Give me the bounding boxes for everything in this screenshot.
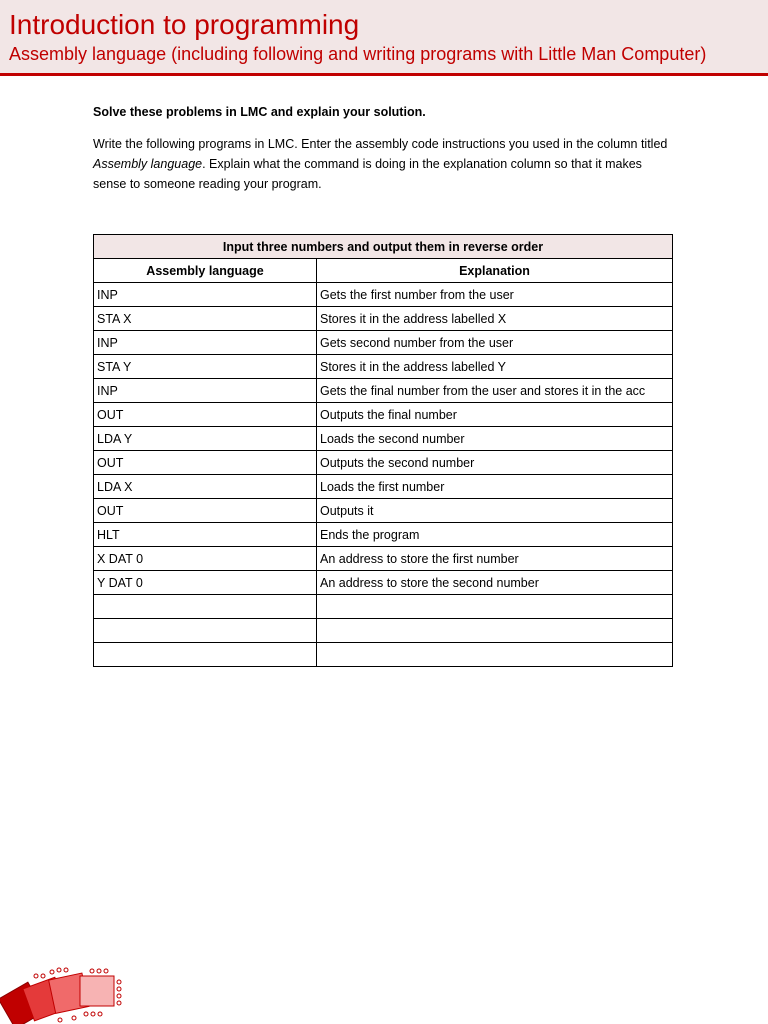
assembly-cell: OUT bbox=[94, 451, 317, 475]
table-row bbox=[94, 307, 673, 331]
explanation-cell: Outputs it bbox=[317, 499, 673, 523]
chip-logo-icon bbox=[0, 962, 130, 1024]
column-header-assembly: Assembly language bbox=[94, 259, 317, 283]
explanation-cell: Outputs the final number bbox=[317, 403, 673, 427]
explanation-cell: Ends the program bbox=[317, 523, 673, 547]
assembly-cell: INP bbox=[94, 379, 317, 403]
para-text-2: . Explain what the command is doing in the explanation column so that it makes sense to someone reading your program. bbox=[93, 157, 642, 191]
assembly-cell bbox=[94, 643, 317, 667]
explanation-cell: Loads the second number bbox=[317, 427, 673, 451]
assembly-cell: HLT bbox=[94, 523, 317, 547]
explanation-cell: Stores it in the address labelled Y bbox=[317, 355, 673, 379]
explanation-cell bbox=[317, 619, 673, 643]
assembly-cell: OUT bbox=[94, 499, 317, 523]
table-row bbox=[94, 595, 673, 619]
table-row bbox=[94, 283, 673, 307]
table-row bbox=[94, 427, 673, 451]
explanation-cell: Gets second number from the user bbox=[317, 331, 673, 355]
table-caption: Input three numbers and output them in reverse order bbox=[94, 235, 673, 259]
lmc-program-table bbox=[93, 234, 673, 667]
instruction-heading: Solve these problems in LMC and explain your solution. bbox=[93, 105, 426, 119]
explanation-cell: Loads the first number bbox=[317, 475, 673, 499]
explanation-cell: An address to store the second number bbox=[317, 571, 673, 595]
instructions bbox=[93, 102, 673, 194]
explanation-cell bbox=[317, 643, 673, 667]
explanation-cell: Gets the final number from the user and stores it in the acc bbox=[317, 379, 673, 403]
table-row bbox=[94, 643, 673, 667]
table-row bbox=[94, 451, 673, 475]
explanation-cell: Gets the first number from the user bbox=[317, 283, 673, 307]
para-text-1: Write the following programs in LMC. Enter the assembly code instructions you used in the column titled bbox=[93, 137, 668, 151]
table-row bbox=[94, 475, 673, 499]
explanation-cell: An address to store the first number bbox=[317, 547, 673, 571]
table-row bbox=[94, 499, 673, 523]
table-body bbox=[94, 283, 673, 667]
header-banner bbox=[0, 0, 768, 76]
table-row bbox=[94, 523, 673, 547]
explanation-cell: Stores it in the address labelled X bbox=[317, 307, 673, 331]
assembly-cell: OUT bbox=[94, 403, 317, 427]
table-row bbox=[94, 547, 673, 571]
para-emphasis: Assembly language bbox=[93, 157, 203, 171]
assembly-cell: Y DAT 0 bbox=[94, 571, 317, 595]
table-row bbox=[94, 571, 673, 595]
assembly-cell: STA Y bbox=[94, 355, 317, 379]
assembly-cell: LDA X bbox=[94, 475, 317, 499]
page-subtitle: Assembly language (including following and writing programs with Little Man Computer) bbox=[9, 44, 707, 64]
table-row bbox=[94, 379, 673, 403]
assembly-cell: INP bbox=[94, 331, 317, 355]
assembly-cell: X DAT 0 bbox=[94, 547, 317, 571]
table-row bbox=[94, 403, 673, 427]
explanation-cell bbox=[317, 595, 673, 619]
assembly-cell: STA X bbox=[94, 307, 317, 331]
assembly-cell bbox=[94, 595, 317, 619]
assembly-cell: INP bbox=[94, 283, 317, 307]
table-row bbox=[94, 331, 673, 355]
table-row bbox=[94, 355, 673, 379]
page-title: Introduction to programming bbox=[9, 9, 360, 40]
assembly-cell: LDA Y bbox=[94, 427, 317, 451]
explanation-cell: Outputs the second number bbox=[317, 451, 673, 475]
assembly-cell bbox=[94, 619, 317, 643]
column-header-explanation: Explanation bbox=[317, 259, 673, 283]
table-row bbox=[94, 619, 673, 643]
instruction-paragraph bbox=[93, 134, 673, 194]
